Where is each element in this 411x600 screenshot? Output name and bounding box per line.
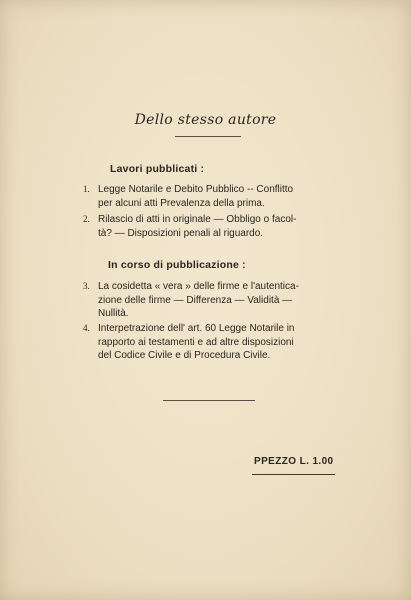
work-item-line: per alcuni atti Prevalenza della prima.: [98, 197, 265, 209]
work-item-text: [98, 322, 345, 363]
work-item-number: 4.: [83, 323, 90, 333]
work-item-line: zione delle firme — Differenza — Validità —: [98, 294, 293, 306]
work-item-number: 2.: [83, 214, 90, 224]
work-item-4: [83, 322, 345, 363]
work-item-line: rapporto ai testamenti e ad altre disposizioni: [98, 336, 294, 348]
work-item-line: Rilascio di atti in originale — Obbligo o facol-: [98, 214, 297, 225]
work-item-text: [98, 280, 345, 321]
work-item-line: Interpetrazione dell' art. 60 Legge Notarile in: [98, 323, 295, 334]
work-item-2: [83, 213, 345, 240]
heading-divider: [175, 136, 241, 137]
work-item-number: 3.: [83, 281, 90, 291]
work-item-3: [83, 280, 345, 321]
work-item-line: del Codice Civile e di Procedura Civile.: [98, 350, 271, 361]
work-item-line: La cosidetta « vera » delle firme e l'autentica-: [98, 281, 299, 292]
in-progress-works-title: In corso di pubblicazione :: [108, 259, 246, 271]
published-works-title: Lavori pubblicati :: [110, 163, 205, 175]
work-item-line: tà? — Disposizioni penali al riguardo.: [98, 227, 264, 239]
price-label: PPEZZO L. 1.00: [254, 456, 334, 467]
work-item-1: [83, 183, 345, 210]
price-underline: [252, 474, 335, 475]
work-item-text: [98, 183, 345, 210]
work-item-line: Legge Notarile e Debito Pubblico -- Conflitto: [98, 184, 294, 195]
work-item-line: Nullità.: [98, 308, 129, 319]
work-item-text: [98, 213, 345, 240]
section-divider: [163, 400, 255, 401]
page-heading: Dello stesso autore: [134, 112, 277, 128]
work-item-number: 1.: [83, 184, 90, 194]
